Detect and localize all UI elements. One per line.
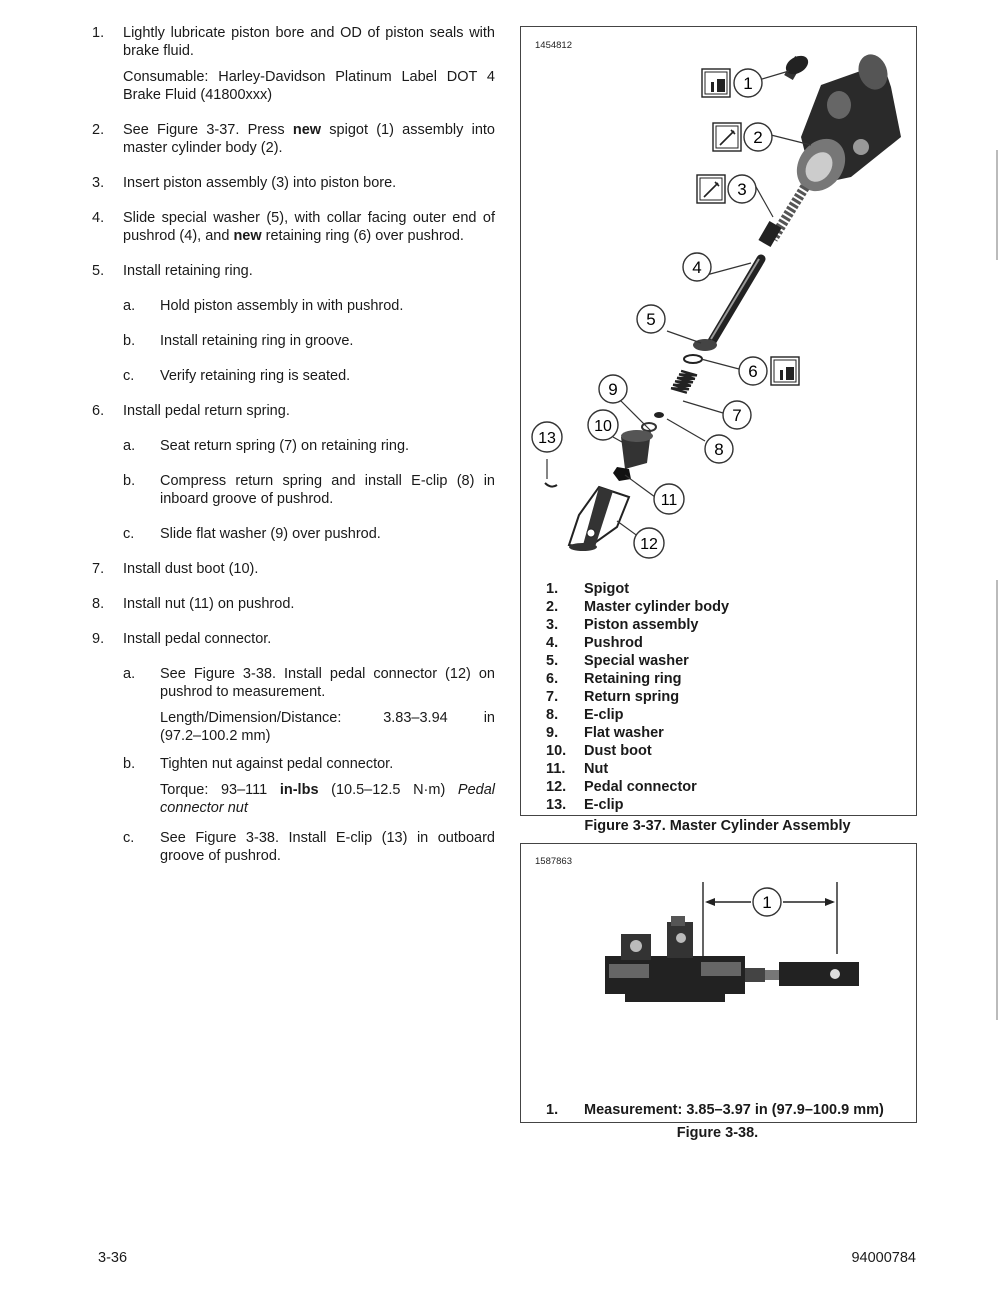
measurement-label: Length/Dimension/Distance: — [160, 710, 342, 726]
step-text: Slide special washer (5), with collar facing outer end of pushrod (4), and new retaining ring (6) over pushrod. — [123, 210, 495, 244]
callout-2 — [744, 123, 772, 151]
legend-item — [546, 742, 729, 760]
legend-item — [546, 598, 729, 616]
step-number: 9. — [92, 631, 105, 647]
pedal-connector-part — [569, 487, 629, 551]
substep-text: Tighten nut against pedal connector. — [160, 756, 394, 772]
document-number: 94000784 — [851, 1250, 916, 1266]
substep-text: Compress return spring and install E-clip (8) in inboard groove of pushrod. — [160, 473, 495, 507]
step-number: 1. — [92, 25, 105, 41]
legend-number: 13. — [546, 797, 567, 813]
legend-number: 11. — [546, 761, 566, 777]
step-6 — [90, 402, 495, 420]
procedure-steps — [90, 24, 495, 882]
figure-id: 1587863 — [535, 856, 572, 867]
cylinder-body-part — [787, 50, 901, 200]
substep-text: Verify retaining ring is seated. — [160, 368, 351, 384]
legend-item — [546, 652, 729, 670]
legend-label: Special washer — [584, 653, 689, 669]
legend-label: Pedal connector — [584, 779, 697, 795]
legend-item — [546, 724, 729, 742]
substep-5b — [90, 332, 495, 350]
substep-letter: a. — [123, 438, 136, 454]
step-text: Install pedal return spring. — [123, 403, 290, 419]
substep-letter: a. — [123, 298, 136, 314]
page-edge-mark — [996, 150, 998, 260]
callout-7 — [723, 401, 751, 429]
step-7 — [90, 560, 495, 578]
step-9 — [90, 630, 495, 648]
legend-number: 8. — [546, 707, 559, 723]
step-text: Install pedal connector. — [123, 631, 272, 647]
substep-letter: c. — [123, 830, 135, 846]
step-number: 4. — [92, 210, 105, 226]
figure-3-37-legend — [546, 580, 729, 814]
svg-text:12: 12 — [640, 536, 658, 553]
page-number: 3-36 — [98, 1250, 128, 1266]
callout-4 — [683, 253, 711, 281]
svg-text:10: 10 — [594, 418, 612, 435]
replace-part-icon — [771, 357, 799, 385]
return-spring-part — [671, 367, 697, 396]
legend-label: Measurement: 3.85–3.97 in (97.9–100.9 mm) — [584, 1102, 884, 1118]
svg-text:1: 1 — [762, 893, 772, 912]
piston-assembly-part — [758, 187, 805, 247]
substep-text: Hold piston assembly in with pushrod. — [160, 298, 404, 314]
lubricate-icon — [713, 123, 741, 151]
step-text: Install dust boot (10). — [123, 561, 259, 577]
substep-letter: a. — [123, 666, 136, 682]
svg-text:8: 8 — [714, 440, 724, 459]
legend-label: Spigot — [584, 581, 630, 597]
svg-text:6: 6 — [748, 362, 758, 381]
substep-letter: c. — [123, 368, 135, 384]
svg-text:3: 3 — [737, 180, 747, 199]
step-text: Lightly lubricate piston bore and OD of piston seals with brake fluid. — [123, 25, 495, 59]
legend-number: 1. — [546, 581, 559, 597]
step-2 — [90, 121, 495, 157]
e-clip-part — [654, 412, 664, 418]
substep-9b — [90, 755, 495, 817]
legend-number: 12. — [546, 779, 567, 795]
replace-part-icon — [702, 69, 730, 97]
step-number: 5. — [92, 263, 105, 279]
legend-label: Piston assembly — [584, 617, 699, 633]
callout-9 — [599, 375, 627, 403]
legend-label: Dust boot — [584, 743, 652, 759]
spigot-part — [783, 52, 812, 80]
step-4 — [90, 209, 495, 245]
master-cylinder-exploded-view — [521, 27, 916, 587]
step-number: 3. — [92, 175, 105, 191]
pedal-connector-part — [745, 962, 859, 986]
figure-3-37-caption: Figure 3-37. Master Cylinder Assembly — [584, 818, 851, 834]
step-number: 2. — [92, 122, 105, 138]
cylinder-body-part — [605, 916, 745, 1002]
substep-6c — [90, 525, 495, 543]
step-8 — [90, 595, 495, 613]
figure-id: 1454812 — [535, 40, 572, 51]
callout-11 — [654, 484, 684, 514]
legend-number: 3. — [546, 617, 559, 633]
special-washer-part — [693, 339, 717, 351]
measurement-metric: (97.2–100.2 mm) — [160, 728, 271, 744]
legend-number: 9. — [546, 725, 559, 741]
legend-number: 5. — [546, 653, 559, 669]
legend-item — [546, 1101, 884, 1119]
nut-part — [613, 467, 631, 481]
callout-12 — [634, 528, 664, 558]
substep-9c — [90, 829, 495, 865]
callout-1 — [734, 69, 762, 97]
step-number: 8. — [92, 596, 105, 612]
lubricate-icon — [697, 175, 725, 203]
substep-text: See Figure 3-38. Install E-clip (13) in outboard groove of pushrod. — [160, 830, 495, 864]
svg-text:11: 11 — [660, 492, 678, 509]
step-text: Install retaining ring. — [123, 263, 253, 279]
legend-label: Pushrod — [584, 635, 643, 651]
legend-label: Master cylinder body — [584, 599, 730, 615]
outboard-e-clip-part — [545, 483, 557, 487]
step-text: Insert piston assembly (3) into piston bore. — [123, 175, 397, 191]
legend-item — [546, 778, 729, 796]
legend-item — [546, 634, 729, 652]
legend-number: 2. — [546, 599, 559, 615]
legend-item — [546, 706, 729, 724]
svg-text:7: 7 — [732, 406, 742, 425]
pushrod-measurement-view — [521, 844, 916, 1094]
step-3 — [90, 174, 495, 192]
svg-text:1: 1 — [743, 74, 753, 93]
callout-8 — [705, 435, 733, 463]
legend-item — [546, 796, 729, 814]
consumable-note: Consumable: Harley-Davidson Platinum Label DOT 4 Brake Fluid (41800xxx) — [123, 69, 495, 103]
callout-13 — [532, 422, 562, 452]
substep-letter: b. — [123, 473, 136, 489]
step-number: 7. — [92, 561, 105, 577]
svg-text:2: 2 — [753, 128, 763, 147]
substep-letter: b. — [123, 333, 136, 349]
substep-6b — [90, 472, 495, 508]
legend-label: Retaining ring — [584, 671, 682, 687]
substep-9a — [90, 665, 495, 745]
legend-item — [546, 580, 729, 598]
substep-5a — [90, 297, 495, 315]
substep-6a — [90, 437, 495, 455]
step-1 — [90, 24, 495, 104]
dust-boot-part — [621, 430, 653, 469]
legend-label: Nut — [584, 761, 609, 777]
legend-item — [546, 760, 729, 778]
legend-label: Flat washer — [584, 725, 664, 741]
legend-label: E-clip — [584, 707, 624, 723]
legend-item — [546, 616, 729, 634]
measurement-value: 3.83–3.94 — [383, 710, 448, 726]
step-number: 6. — [92, 403, 105, 419]
substep-5c — [90, 367, 495, 385]
step-text: Install nut (11) on pushrod. — [123, 596, 295, 612]
svg-text:5: 5 — [646, 310, 656, 329]
legend-item — [546, 688, 729, 706]
torque-spec: Torque: 93–111 in-lbs (10.5–12.5 N·m) Pedal connector nut — [160, 782, 496, 816]
substep-text: Slide flat washer (9) over pushrod. — [160, 526, 381, 542]
callout-5 — [637, 305, 665, 333]
substep-text: Seat return spring (7) on retaining ring. — [160, 438, 410, 454]
figure-3-38-caption: Figure 3-38. — [676, 1125, 759, 1141]
step-text: See Figure 3-37. Press new spigot (1) assembly into master cylinder body (2). — [123, 122, 495, 156]
retaining-ring-part — [684, 355, 702, 363]
step-5 — [90, 262, 495, 280]
svg-text:13: 13 — [538, 430, 556, 447]
legend-label: Return spring — [584, 689, 680, 705]
substep-text: Install retaining ring in groove. — [160, 333, 354, 349]
legend-number: 4. — [546, 635, 559, 651]
callout-1 — [753, 888, 781, 916]
measurement-unit: in — [483, 710, 495, 726]
page-edge-mark — [996, 580, 998, 1020]
callout-10 — [588, 410, 618, 440]
svg-text:4: 4 — [692, 258, 702, 277]
svg-text:9: 9 — [608, 380, 618, 399]
legend-number: 7. — [546, 689, 559, 705]
callout-3 — [728, 175, 756, 203]
legend-number: 10. — [546, 743, 567, 759]
substep-letter: c. — [123, 526, 135, 542]
callout-6 — [739, 357, 767, 385]
figure-3-38 — [520, 843, 917, 1123]
substep-text: See Figure 3-38. Install pedal connector (12) on pushrod to measurement. — [160, 666, 495, 700]
legend-number: 6. — [546, 671, 559, 687]
substep-letter: b. — [123, 756, 136, 772]
legend-label: E-clip — [584, 797, 624, 813]
figure-3-38-legend — [546, 1101, 884, 1119]
measurement-spec — [160, 709, 495, 745]
legend-item — [546, 670, 729, 688]
legend-number: 1. — [546, 1102, 559, 1118]
